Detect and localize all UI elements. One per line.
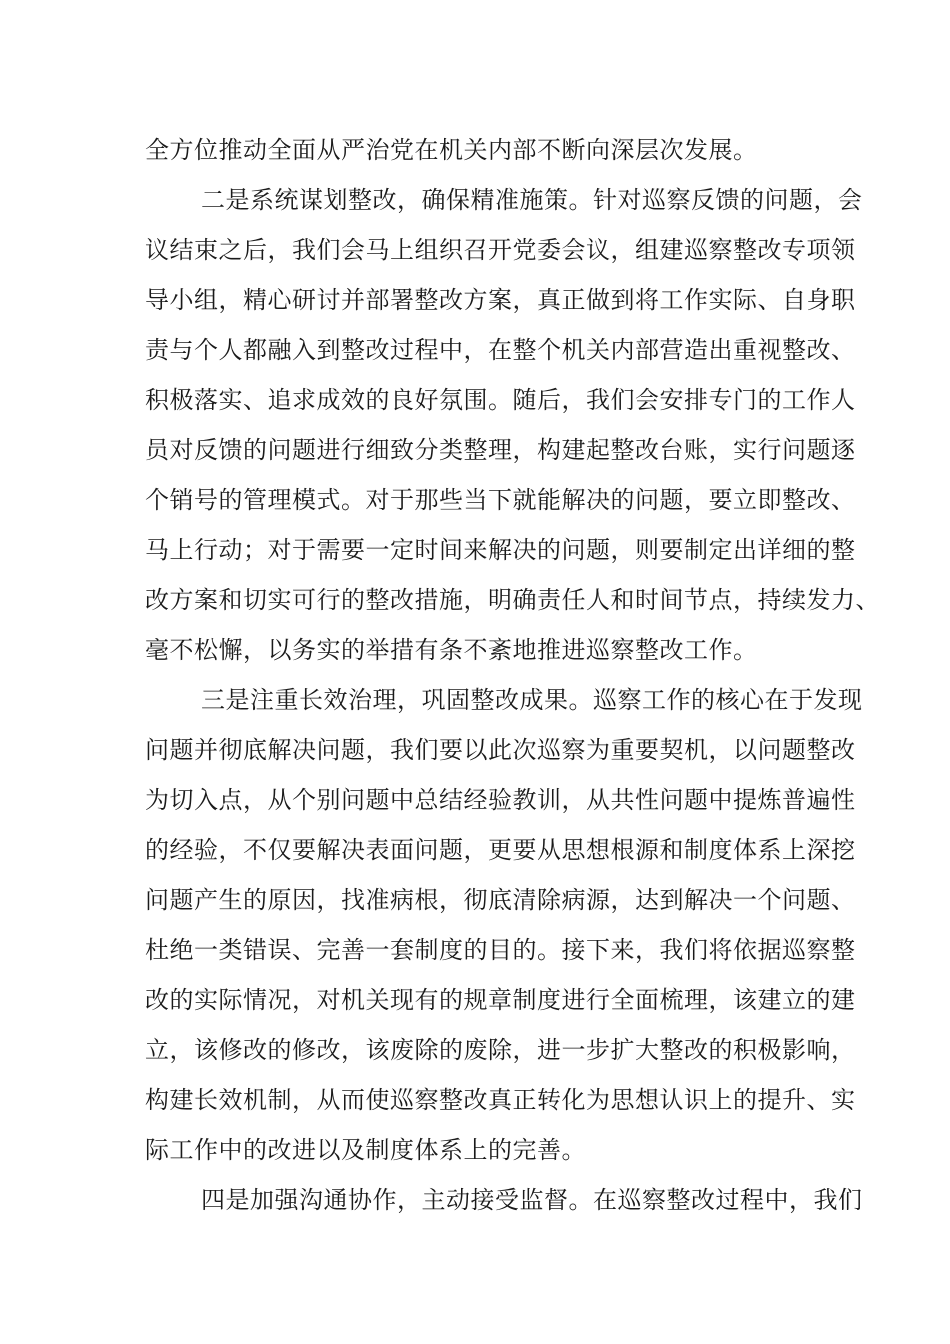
text-line: 改的实际情况，对机关现有的规章制度进行全面梳理，该建立的建 — [145, 986, 856, 1014]
paragraph-heading-line: 二是系统谋划整改，确保精准施策。针对巡察反馈的问题，会 — [201, 186, 863, 214]
text-line: 立，该修改的修改，该废除的废除，进一步扩大整改的积极影响， — [145, 1036, 856, 1064]
text-line: 导小组，精心研讨并部署整改方案，真正做到将工作实际、自身职 — [145, 286, 856, 314]
text-line: 的经验，不仅要解决表面问题，更要从思想根源和制度体系上深挖 — [145, 836, 856, 864]
text-line: 责与个人都融入到整改过程中，在整个机关内部营造出重视整改、 — [145, 336, 856, 364]
text-line: 全方位推动全面从严治党在机关内部不断向深层次发展。 — [145, 136, 758, 164]
text-line: 构建长效机制，从而使巡察整改真正转化为思想认识上的提升、实 — [145, 1086, 856, 1114]
text-line: 为切入点，从个别问题中总结经验教训，从共性问题中提炼普遍性 — [145, 786, 856, 814]
text-line: 个销号的管理模式。对于那些当下就能解决的问题，要立即整改、 — [145, 486, 856, 514]
text-line: 际工作中的改进以及制度体系上的完善。 — [145, 1136, 586, 1164]
text-line: 改方案和切实可行的整改措施，明确责任人和时间节点，持续发力、 — [145, 586, 880, 614]
text-line: 问题产生的原因，找准病根，彻底清除病源，达到解决一个问题、 — [145, 886, 856, 914]
text-line: 杜绝一类错误、完善一套制度的目的。接下来，我们将依据巡察整 — [145, 936, 856, 964]
paragraph-heading-line: 四是加强沟通协作，主动接受监督。在巡察整改过程中，我们 — [201, 1186, 863, 1214]
text-line: 员对反馈的问题进行细致分类整理，构建起整改台账，实行问题逐 — [145, 436, 856, 464]
text-line: 积极落实、追求成效的良好氛围。随后，我们会安排专门的工作人 — [145, 386, 856, 414]
text-line: 毫不松懈，以务实的举措有条不紊地推进巡察整改工作。 — [145, 636, 758, 664]
text-line: 马上行动；对于需要一定时间来解决的问题，则要制定出详细的整 — [145, 536, 856, 564]
text-line: 问题并彻底解决问题，我们要以此次巡察为重要契机，以问题整改 — [145, 736, 856, 764]
text-line: 议结束之后，我们会马上组织召开党委会议，组建巡察整改专项领 — [145, 236, 856, 264]
paragraph-heading-line: 三是注重长效治理，巩固整改成果。巡察工作的核心在于发现 — [201, 686, 863, 714]
